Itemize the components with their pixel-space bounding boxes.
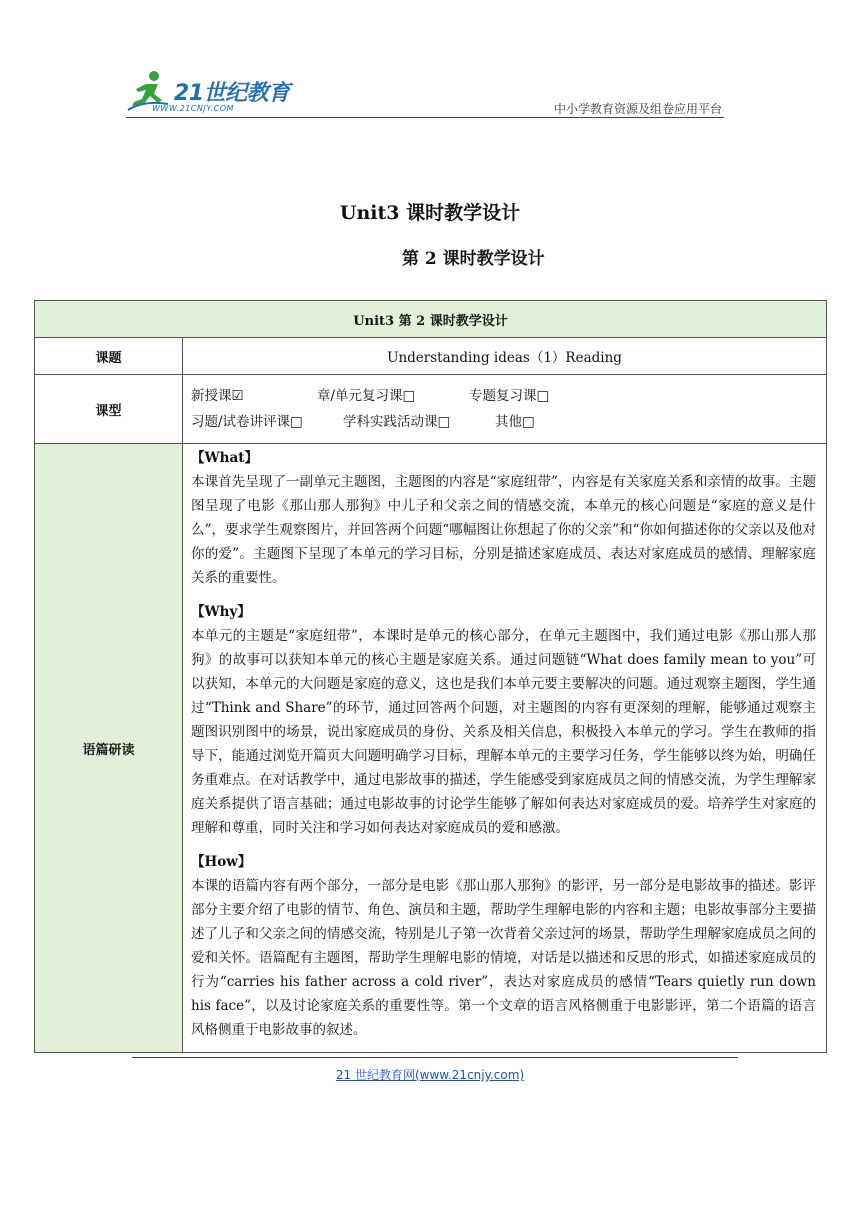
- what-text: 本课首先呈现了一副单元主题图，主题图的内容是“家庭纽带”，内容是有关家庭关系和亲情的故事。主题图呈现了电影《那山那人那狗》中儿子和父亲之间的情感交流，本单元的核心问题是“家庭的意义是什么”，要求学生观察图片，并回答两个问题“哪幅图让你想起了你的父亲”和“你如何描述你的父亲以及他对你的爱”。主题图下呈现了本单元的学习目标，分别是描述家庭成员、表达对家庭成员的感情、理解家庭关系的重要性。: [191, 474, 816, 586]
- how-text: 本课的语篇内容有两个部分，一部分是电影《那山那人那狗》的影评，另一部分是电影故事的描述。影评部分主要介绍了电影的情节、角色、演员和主题，帮助学生理解电影的内容和主题；电影故事部分主要描述了儿子和父亲之间的情感交流，特别是儿子第一次背着父亲过河的场景，帮助学生理解家庭成员之间的爱和关怀。语篇配有主题图，帮助学生理解电影的情境，对话是以描述和反思的形式，如描述家庭成员的行为“carries his father across a cold river”，表达对家庭成员的感情“Tears quietly run down his face”，以及讨论家庭关系的重要性等。第一个文章的语言风格侧重于电影影评，第二个语篇的语言风格侧重于电影故事的叙述。: [191, 878, 816, 1038]
- footer-divider: [132, 1057, 738, 1058]
- logo: [124, 70, 294, 118]
- type-options-line-1: [191, 383, 818, 409]
- table-heading-row: [35, 301, 827, 338]
- type-option-practice: 学科实践活动课□: [343, 414, 451, 430]
- why-title: 【Why】: [191, 604, 251, 620]
- why-text: 本单元的主题是“家庭纽带”，本课时是单元的核心部分，在单元主题图中，我们通过电影《那山那人那狗》的故事可以获知本单元的核心主题是家庭关系。通过问题链“What does family mean to you”可以获知，本单元的大问题是家庭的意义，这也是我们本单元要主要解决的问题。通过观察主题图，学生通过“Think and Share”的环节，通过回答两个问题，对主题图的内容有更深刻的理解，能够通过观察主题图识别图中的场景，说出家庭成员的身份、关系及相关信息，积极投入本单元的学习。学生在教师的指导下，能通过浏览开篇页大问题明确学习目标，理解本单元的主要学习任务，学生能够以终为始，明确任务重难点。在对话教学中，通过电影故事的描述，学生能感受到家庭成员之间的情感交流，为学生理解家庭关系提供了语言基础；通过电影故事的讨论学生能够了解如何表达对家庭成员的爱。培养学生对家庭的理解和尊重，同时关注和学习如何表达对家庭成员的爱和感激。: [191, 628, 816, 836]
- type-option-exercise: 习题/试卷讲评课□: [191, 414, 303, 430]
- document-title: Unit3 课时教学设计: [339, 202, 521, 224]
- how-title: 【How】: [191, 854, 252, 870]
- platform-caption: 中小学教育资源及组卷应用平台: [553, 102, 722, 116]
- type-options: [183, 375, 827, 444]
- lesson-design-table: [34, 300, 827, 1053]
- logo-text: 21世纪教育: [174, 81, 290, 106]
- study-content: [183, 444, 827, 1053]
- type-label: 课型: [35, 375, 183, 444]
- page-header: [0, 0, 860, 120]
- topic-row: [35, 338, 827, 375]
- topic-label: 课题: [35, 338, 183, 375]
- what-title: 【What】: [191, 450, 258, 466]
- logo-url: WWW.21CNJY.COM: [152, 104, 234, 113]
- type-option-new: 新授课☑: [191, 388, 244, 404]
- type-row: [35, 375, 827, 444]
- table-heading: Unit3 第 2 课时教学设计: [35, 301, 827, 338]
- study-row: [35, 444, 827, 1053]
- type-option-unit-review: 章/单元复习课□: [317, 388, 416, 404]
- type-option-topic-review: 专题复习课□: [469, 388, 550, 404]
- document-subtitle: 第 2 课时教学设计: [402, 249, 545, 269]
- topic-value: Understanding ideas（1）Reading: [183, 338, 827, 375]
- type-option-other: 其他□: [495, 414, 535, 430]
- type-options-line-2: [191, 409, 818, 435]
- study-label: 语篇研读: [35, 444, 183, 1053]
- footer-link[interactable]: 21 世纪教育网(www.21cnjy.com): [335, 1068, 525, 1082]
- header-divider: [126, 117, 724, 118]
